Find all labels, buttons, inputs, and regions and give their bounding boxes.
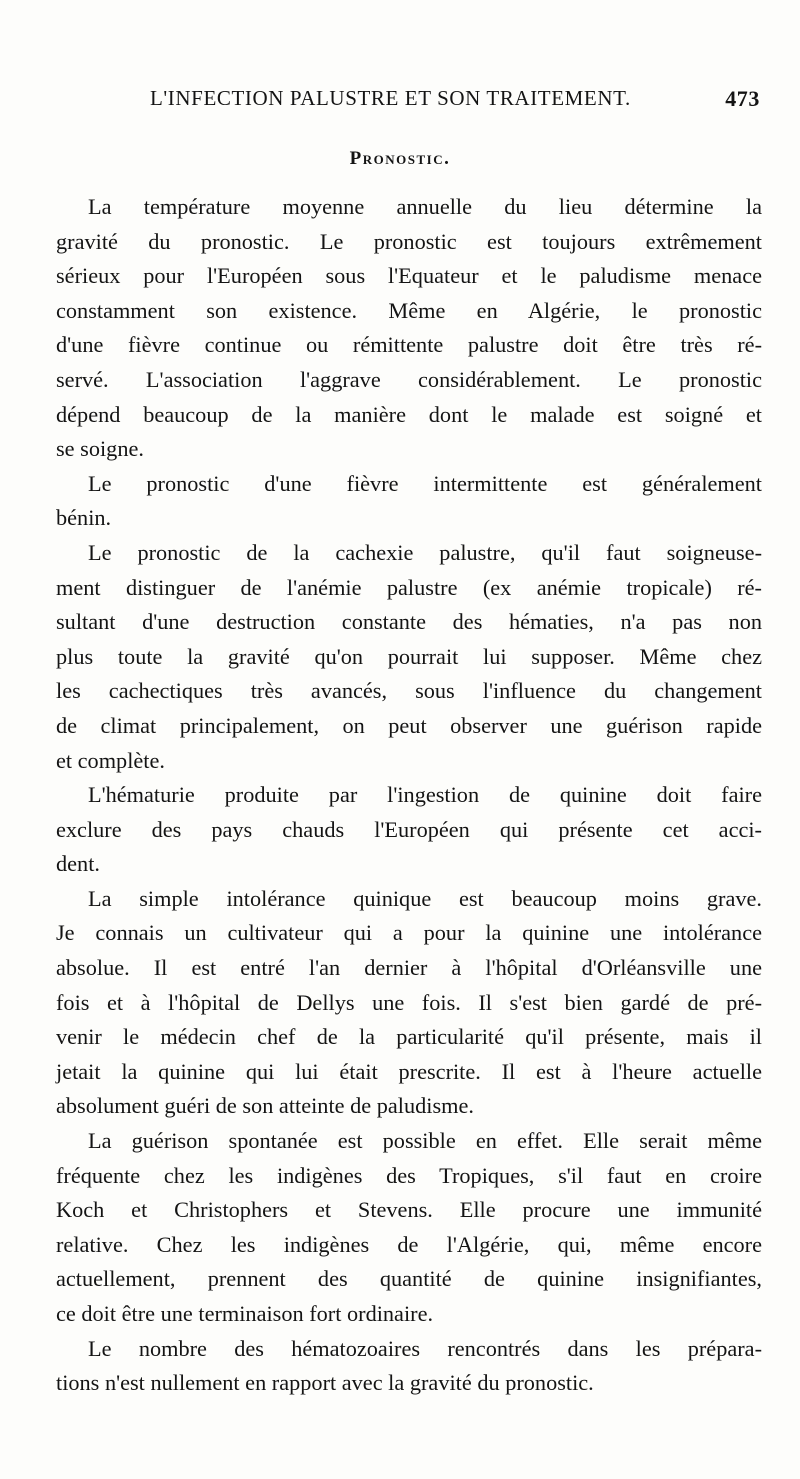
text-line: Le pronostic de la cachexie palustre, qu'il faut soigneuse-: [88, 539, 762, 565]
running-head: [150, 86, 760, 116]
running-title: L'INFECTION PALUSTRE ET SON TRAITEMENT.: [150, 86, 631, 110]
text-line: tions n'est nullement en rapport avec la gravité du pronostic.: [56, 1370, 594, 1396]
text-line: La simple intolérance quinique est beaucoup moins grave.: [88, 885, 762, 911]
text-line: ment distinguer de l'anémie palustre (ex anémie tropicale) ré-: [56, 574, 762, 600]
text-line: sultant d'une destruction constante des hématies, n'a pas non: [56, 609, 762, 635]
paragraph: [56, 882, 762, 1124]
text-line: plus toute la gravité qu'on pourrait lui supposer. Même chez: [56, 643, 762, 669]
text-line: fréquente chez les indigènes des Tropiques, s'il faut en croire: [56, 1162, 762, 1188]
text-line: de climat principalement, on peut observer une guérison rapide: [56, 712, 762, 738]
paragraph: [56, 778, 762, 882]
text-line: d'une fièvre continue ou rémittente palustre doit être très ré-: [56, 332, 762, 358]
text-line: gravité du pronostic. Le pronostic est toujours extrêmement: [56, 228, 762, 254]
paragraph: [56, 190, 762, 467]
text-line: servé. L'association l'aggrave considérablement. Le pronostic: [56, 366, 762, 392]
text-line: les cachectiques très avancés, sous l'influence du changement: [56, 678, 762, 704]
paragraph: [56, 536, 762, 778]
text-line: jetait la quinine qui lui était prescrite. Il est à l'heure actuelle: [56, 1058, 762, 1084]
text-line: relative. Chez les indigènes de l'Algérie, qui, même encore: [56, 1231, 762, 1257]
text-line: constamment son existence. Même en Algérie, le pronostic: [56, 297, 762, 323]
text-line: Je connais un cultivateur qui a pour la quinine une intolérance: [56, 920, 762, 946]
section-heading: Pronostic.: [349, 148, 451, 169]
text-line: La guérison spontanée est possible en effet. Elle serait même: [88, 1128, 762, 1154]
text-line: se soigne.: [56, 436, 144, 462]
text-line: Koch et Christophers et Stevens. Elle procure une immunité: [56, 1197, 762, 1223]
paragraph: [56, 1332, 762, 1401]
text-line: sérieux pour l'Européen sous l'Equateur et le paludisme menace: [56, 263, 762, 289]
text-line: dépend beaucoup de la manière dont le malade est soigné et: [56, 401, 762, 427]
paragraph: [56, 1124, 762, 1332]
text-line: exclure des pays chauds l'Européen qui présente cet acci-: [56, 816, 762, 842]
text-line: L'hématurie produite par l'ingestion de quinine doit faire: [88, 782, 762, 808]
text-line: absolue. Il est entré l'an dernier à l'hôpital d'Orléansville une: [56, 955, 762, 981]
text-line: La température moyenne annuelle du lieu détermine la: [88, 194, 762, 219]
text-line: absolument guéri de son atteinte de paludisme.: [56, 1093, 474, 1119]
text-line: venir le médecin chef de la particularité qu'il présente, mais il: [56, 1024, 762, 1050]
body-text: [56, 190, 762, 1401]
paragraph: [56, 467, 762, 536]
text-line: Le pronostic d'une fièvre intermittente est généralement: [88, 470, 762, 496]
text-line: actuellement, prennent des quantité de quinine insignifiantes,: [56, 1266, 762, 1292]
text-line: et complète.: [56, 747, 165, 773]
text-line: dent.: [56, 851, 100, 877]
text-line: bénin.: [56, 505, 112, 531]
text-line: ce doit être une terminaison fort ordinaire.: [56, 1301, 434, 1326]
text-line: fois et à l'hôpital de Dellys une fois. Il s'est bien gardé de pré-: [56, 989, 762, 1015]
page-number: 473: [725, 86, 760, 111]
text-line: Le nombre des hématozoaires rencontrés dans les prépara-: [88, 1335, 762, 1361]
